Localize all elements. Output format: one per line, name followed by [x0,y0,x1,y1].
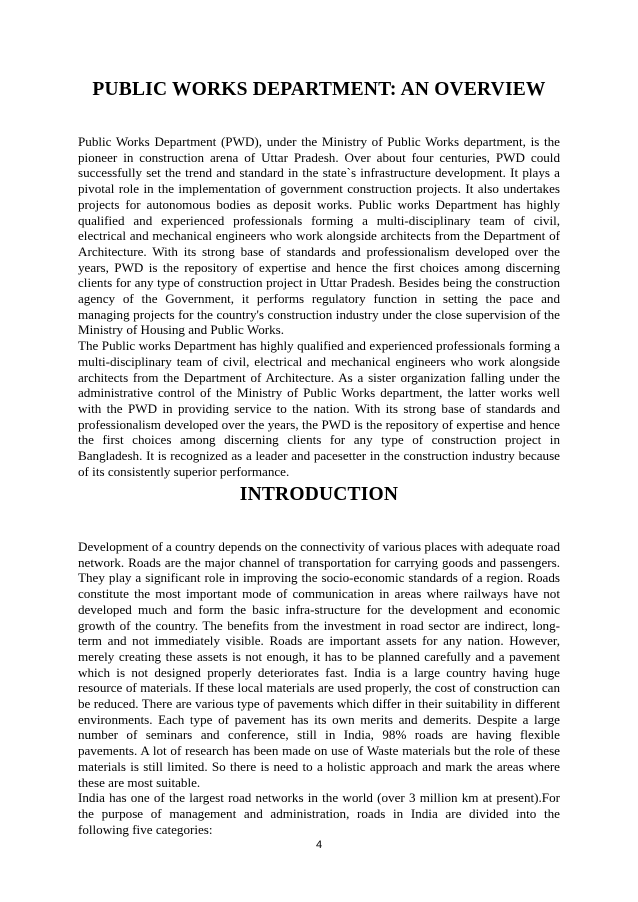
page-number: 4 [315,839,323,851]
overview-heading: PUBLIC WORKS DEPARTMENT: AN OVERVIEW [92,79,546,100]
introduction-heading: INTRODUCTION [239,484,399,505]
introduction-section [78,539,560,837]
overview-paragraph-1: Public Works Department (PWD), under the Ministry of Public Works department, is the pioneer in construction arena of Uttar Pradesh. Over about four centuries, PWD could successfully set the trend and standard in the state`s infrastructure development. It plays a pivotal role in the implementation of government construction projects. It also undertakes projects for autonomous bodies as deposit works. Public works Department has highly qualified and experienced professionals forming a multi-disciplinary team of civil, electrical and mechanical engineers who work alongside architects from the Department of Architecture. With its strong base of standards and professionalism developed over the years, PWD is the repository of expertise and hence the first choices among discerning clients for any type of construction project in Uttar Pradesh. Besides being the construction agency of the Government, it performs regulatory function in setting the pace and managing projects for the country's construction industry under the close supervision of the Ministry of Housing and Public Works. [78,134,560,338]
overview-paragraph-2: The Public works Department has highly qualified and experienced professionals forming a multi-disciplinary team of civil, electrical and mechanical engineers who work alongside architects from the Department of Architecture. As a sister organization falling under the administrative control of the Ministry of Public Works department, the latter works well with the PWD in providing service to the nation. With its strong base of standards and professionalism developed over the years, the PWD is the repository of expertise and hence the first choices among discerning clients for any type of construction project in Bangladesh. It is recognized as a leader and pacesetter in the construction industry because of its consistently superior performance. [78,338,560,479]
introduction-paragraph-2: India has one of the largest road networks in the world (over 3 million km at present).For the purpose of management and administration, roads in India are divided into the following five categories: [78,790,560,837]
overview-section [78,134,560,479]
introduction-paragraph-1: Development of a country depends on the connectivity of various places with adequate road network. Roads are the major channel of transportation for carrying goods and passengers. They play a significant role in improving the socio-economic standards of a region. Roads constitute the most important mode of communication in areas where railways have not developed much and form the basic infra-structure for the development and economic growth of the country. The benefits from the investment in road sector are indirect, long-term and not immediately visible. Roads are important assets for any nation. However, merely creating these assets is not enough, it has to be planned carefully and a pavement which is not designed properly deteriorates fast. India is a large country having huge resource of materials. If these local materials are used properly, the cost of construction can be reduced. There are various type of pavements which differ in their suitability in different environments. Each type of pavement has its own merits and demerits. Despite a large number of seminars and conference, still in India, 98% roads are having flexible pavements. A lot of research has been made on use of Waste materials but the role of these materials is still limited. So there is need to a holistic approach and mark the areas where these are most suitable. [78,539,560,790]
